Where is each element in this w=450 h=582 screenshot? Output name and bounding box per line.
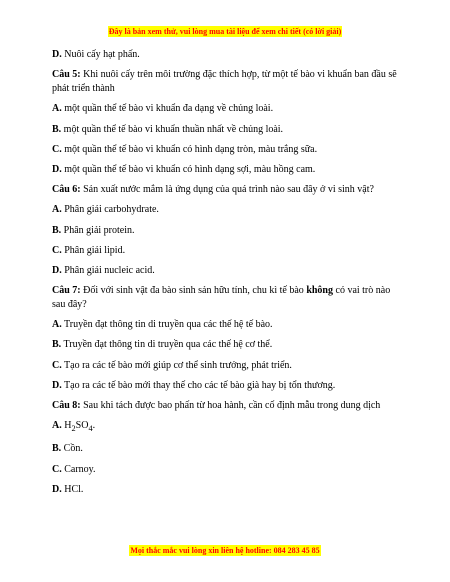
document-body bbox=[52, 48, 404, 503]
q6-option-a: A. Phân giải carbohydrate. bbox=[52, 204, 159, 216]
q7-option-a: A. Truyền đạt thông tin di truyền qua các thế hệ tế bào. bbox=[52, 319, 273, 331]
question-label: Câu 7: bbox=[52, 285, 81, 297]
header-notice-text: Đây là bản xem thử, vui lòng mua tài liệu để xem chi tiết (có lời giải) bbox=[108, 27, 342, 36]
question-8 bbox=[52, 399, 404, 413]
q5-option-d: D. một quần thể tế bào vi khuẩn có hình dạng sợi, màu hồng cam. bbox=[52, 163, 316, 175]
question-text: Sản xuất nước mắm là ứng dụng của quá trình nào sau đây ở vi sinh vật? bbox=[80, 184, 374, 196]
q5-option-b: B. một quần thể tế bào vi khuẩn thuần nhất về chủng loài. bbox=[52, 123, 284, 135]
question-7: Câu 7: Đối với sinh vật đa bào sinh sản hữu tính, chu kì tế bào không có vai trò nào sau đây? bbox=[52, 285, 391, 311]
option-d-previous: D. Nuôi cấy hạt phấn. bbox=[52, 49, 140, 60]
footer-notice-text: Mọi thắc mắc vui lòng xin liên hệ hotline: 084 283 45 85 bbox=[130, 546, 320, 555]
question-text: Sau khi tách được bao phấn từ hoa hành, cần cố định mẫu trong dung dịch bbox=[80, 400, 381, 411]
emphasis-word: không bbox=[306, 285, 333, 297]
q6-option-d: D. Phân giải nucleic acid. bbox=[52, 264, 155, 276]
q7-option-b: B. Truyền đạt thông tin di truyền qua các thế hệ cơ thể. bbox=[52, 339, 273, 351]
question-label: Câu 6: bbox=[52, 184, 81, 196]
q7-option-d: D. Tạo ra các tế bào mới thay thế cho các tế bào già hay bị tổn thương. bbox=[52, 379, 336, 391]
q7-option-c: C. Tạo ra các tế bào mới giúp cơ thể sinh trưởng, phát triển. bbox=[52, 359, 292, 371]
question-5 bbox=[52, 68, 404, 96]
q6-option-b: B. Phân giải protein. bbox=[52, 224, 135, 236]
question-6 bbox=[52, 183, 404, 197]
q8-option-d: D. HCl. bbox=[52, 483, 84, 495]
header-notice bbox=[0, 27, 450, 36]
q5-option-a: A. một quần thể tế bào vi khuẩn đa dạng về chủng loài. bbox=[52, 103, 274, 115]
q6-option-c: C. Phân giải lipid. bbox=[52, 244, 126, 256]
footer-notice bbox=[0, 546, 450, 555]
q8-option-c: C. Carnoy. bbox=[52, 463, 96, 475]
question-label: Câu 5: bbox=[52, 69, 81, 81]
q8-option-b: B. Cồn. bbox=[52, 443, 83, 455]
question-label: Câu 8: bbox=[52, 400, 81, 411]
question-text: Khi nuôi cấy trên môi trường đặc thích hợp, từ một tế bào vi khuẩn ban đầu sẽ phát triển thành bbox=[52, 69, 397, 95]
q5-option-c: C. một quần thể tế bào vi khuẩn có hình dạng tròn, màu trắng sữa. bbox=[52, 143, 318, 155]
q8-option-a: A. $H_2SO_4$. bbox=[52, 420, 96, 434]
